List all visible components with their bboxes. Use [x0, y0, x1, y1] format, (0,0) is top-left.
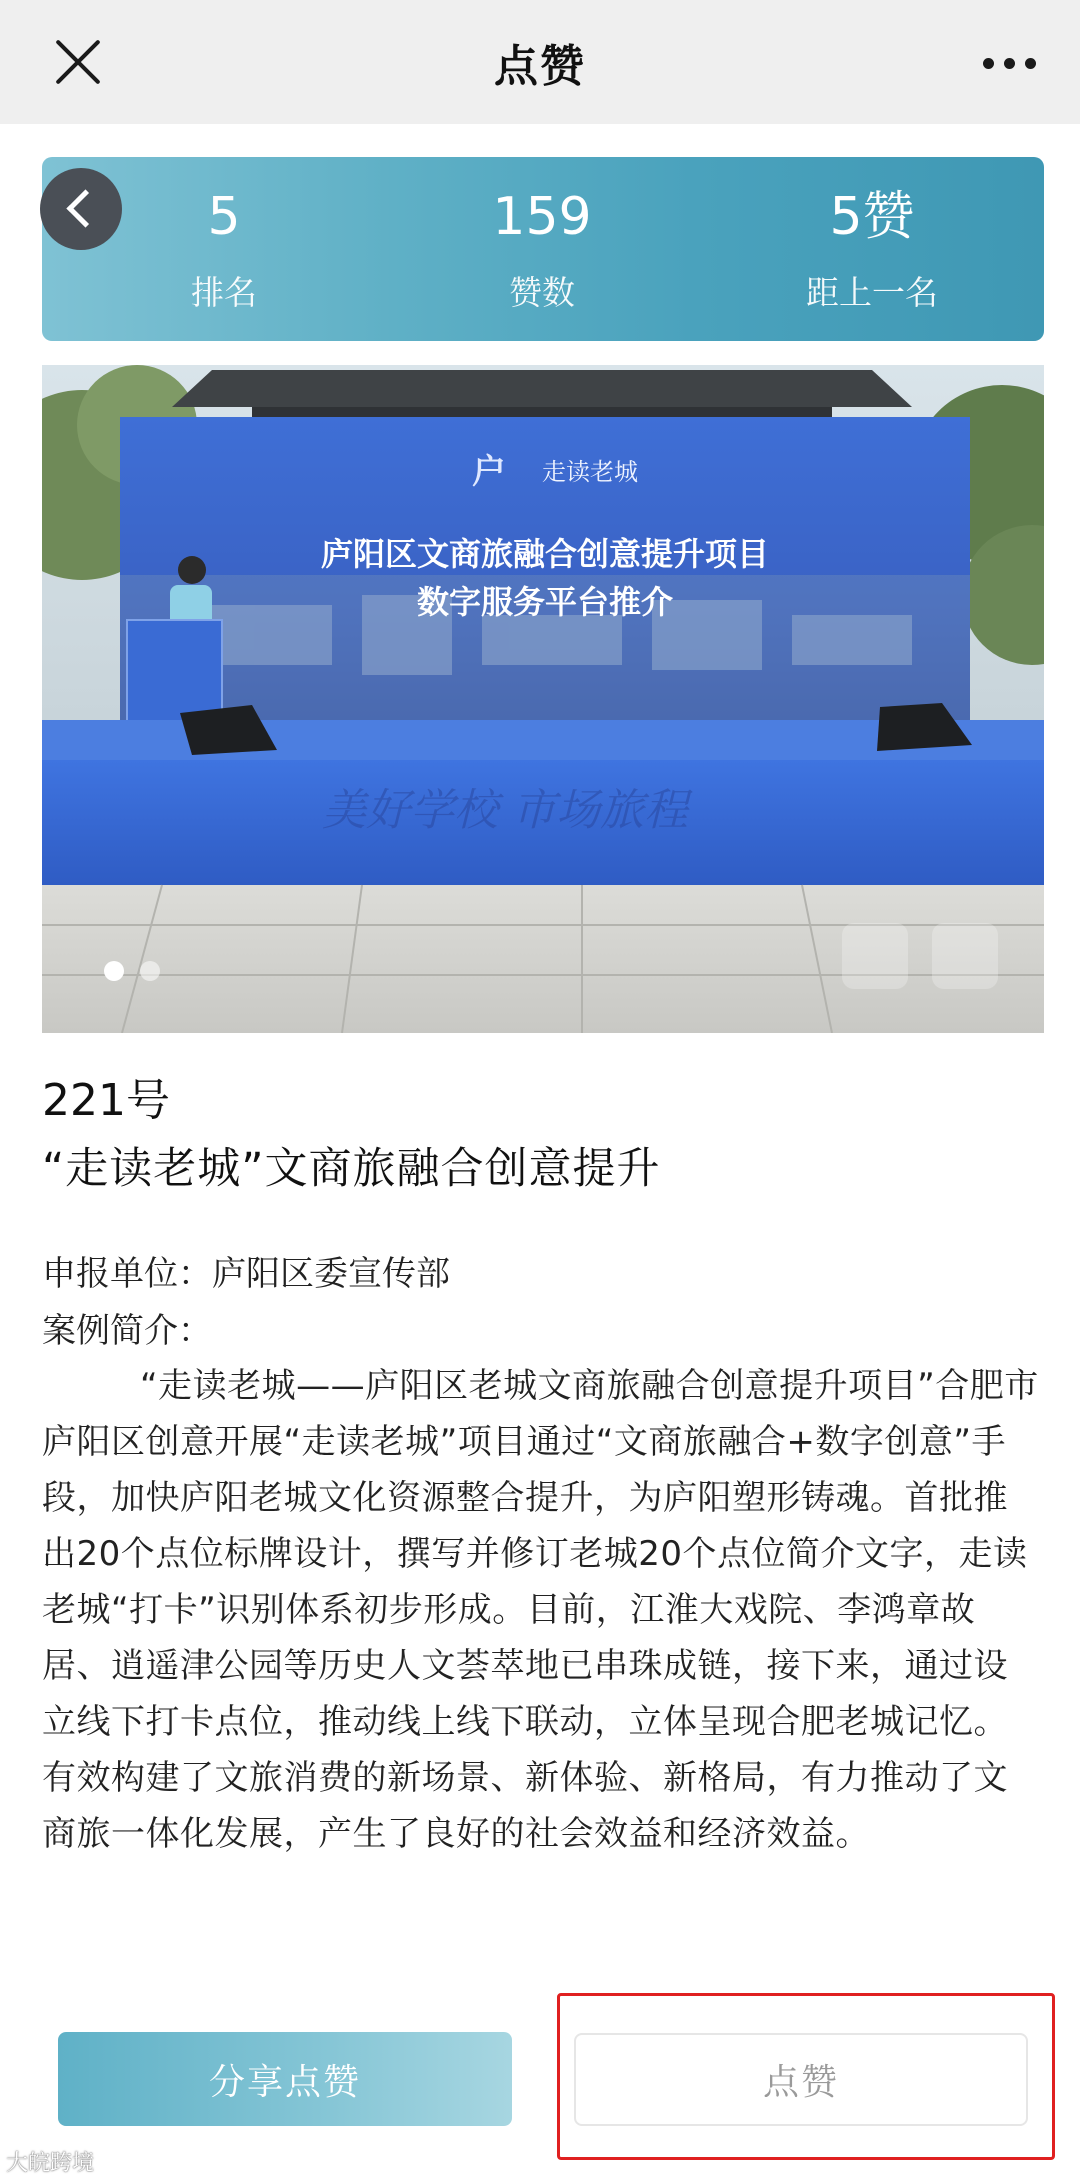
screen-line-2: 数字服务平台推介: [416, 583, 674, 621]
intro-label: 案例简介：: [42, 1311, 212, 1351]
svg-text:户: 户: [472, 452, 506, 492]
ranking-stats-banner: [42, 157, 1044, 341]
entry-description: “走读老城——庐阳区老城文商旅融合创意提升项目”合肥市庐阳区创意开展“走读老城”项目通过“文商旅融合+数字创意”手段，加快庐阳老城文化资源整合提升，为庐阳塑形铸魂。首批推出20个点位标牌设计，撰写并修订老城20个点位简介文字，走读老城“打卡”识别体系初步形成。目前，江淮大戏院、李鸿章故居、逍遥津公园等历史人文荟萃地已串珠成链，接下来，通过设立线下打卡点位，推动线上线下联动，立体呈现合肥老城记忆。有效构建了文旅消费的新场景、新体验、新格局，有力推动了文商旅一体化发展，产生了良好的社会效益和经济效益。: [42, 1366, 1039, 1854]
rank-value: 5: [207, 187, 241, 247]
close-icon[interactable]: [52, 36, 104, 88]
entry-photo-carousel[interactable]: [42, 365, 1044, 1033]
gap-stat: [772, 187, 972, 314]
rank-label: 排名: [191, 273, 257, 312]
entry-number: 221号: [42, 1075, 170, 1126]
rank-stat: [124, 187, 324, 314]
likes-label: 赞数: [509, 273, 575, 312]
carousel-prev-icon[interactable]: [842, 923, 908, 989]
svg-text:美好学校 市场旅程: 美好学校 市场旅程: [322, 785, 688, 836]
carousel-dot[interactable]: [140, 961, 160, 981]
carousel-indicator[interactable]: [104, 961, 160, 981]
likes-stat: [442, 187, 642, 314]
applicant-unit: 申报单位：庐阳区委宣传部: [42, 1254, 450, 1294]
top-bar: [0, 0, 1080, 124]
likes-value: 159: [492, 187, 592, 247]
entry-title: “走读老城”文商旅融合创意提升: [42, 1144, 661, 1194]
like-button[interactable]: 点赞: [574, 2033, 1028, 2126]
carousel-next-icon[interactable]: [932, 923, 998, 989]
gap-label: 距上一名: [806, 273, 938, 312]
watermark: 大皖跨境: [6, 2151, 95, 2176]
screen-logo-text: 走读老城: [542, 458, 638, 486]
back-arrow-icon[interactable]: [40, 168, 122, 250]
page-title: 点赞: [494, 41, 586, 92]
share-like-button[interactable]: 分享点赞: [58, 2032, 512, 2126]
screen-line-1: 庐阳区文商旅融合创意提升项目: [320, 535, 770, 573]
more-menu-icon[interactable]: [983, 58, 1036, 69]
gap-value: 5赞: [829, 187, 915, 247]
carousel-dot-active[interactable]: [104, 961, 124, 981]
